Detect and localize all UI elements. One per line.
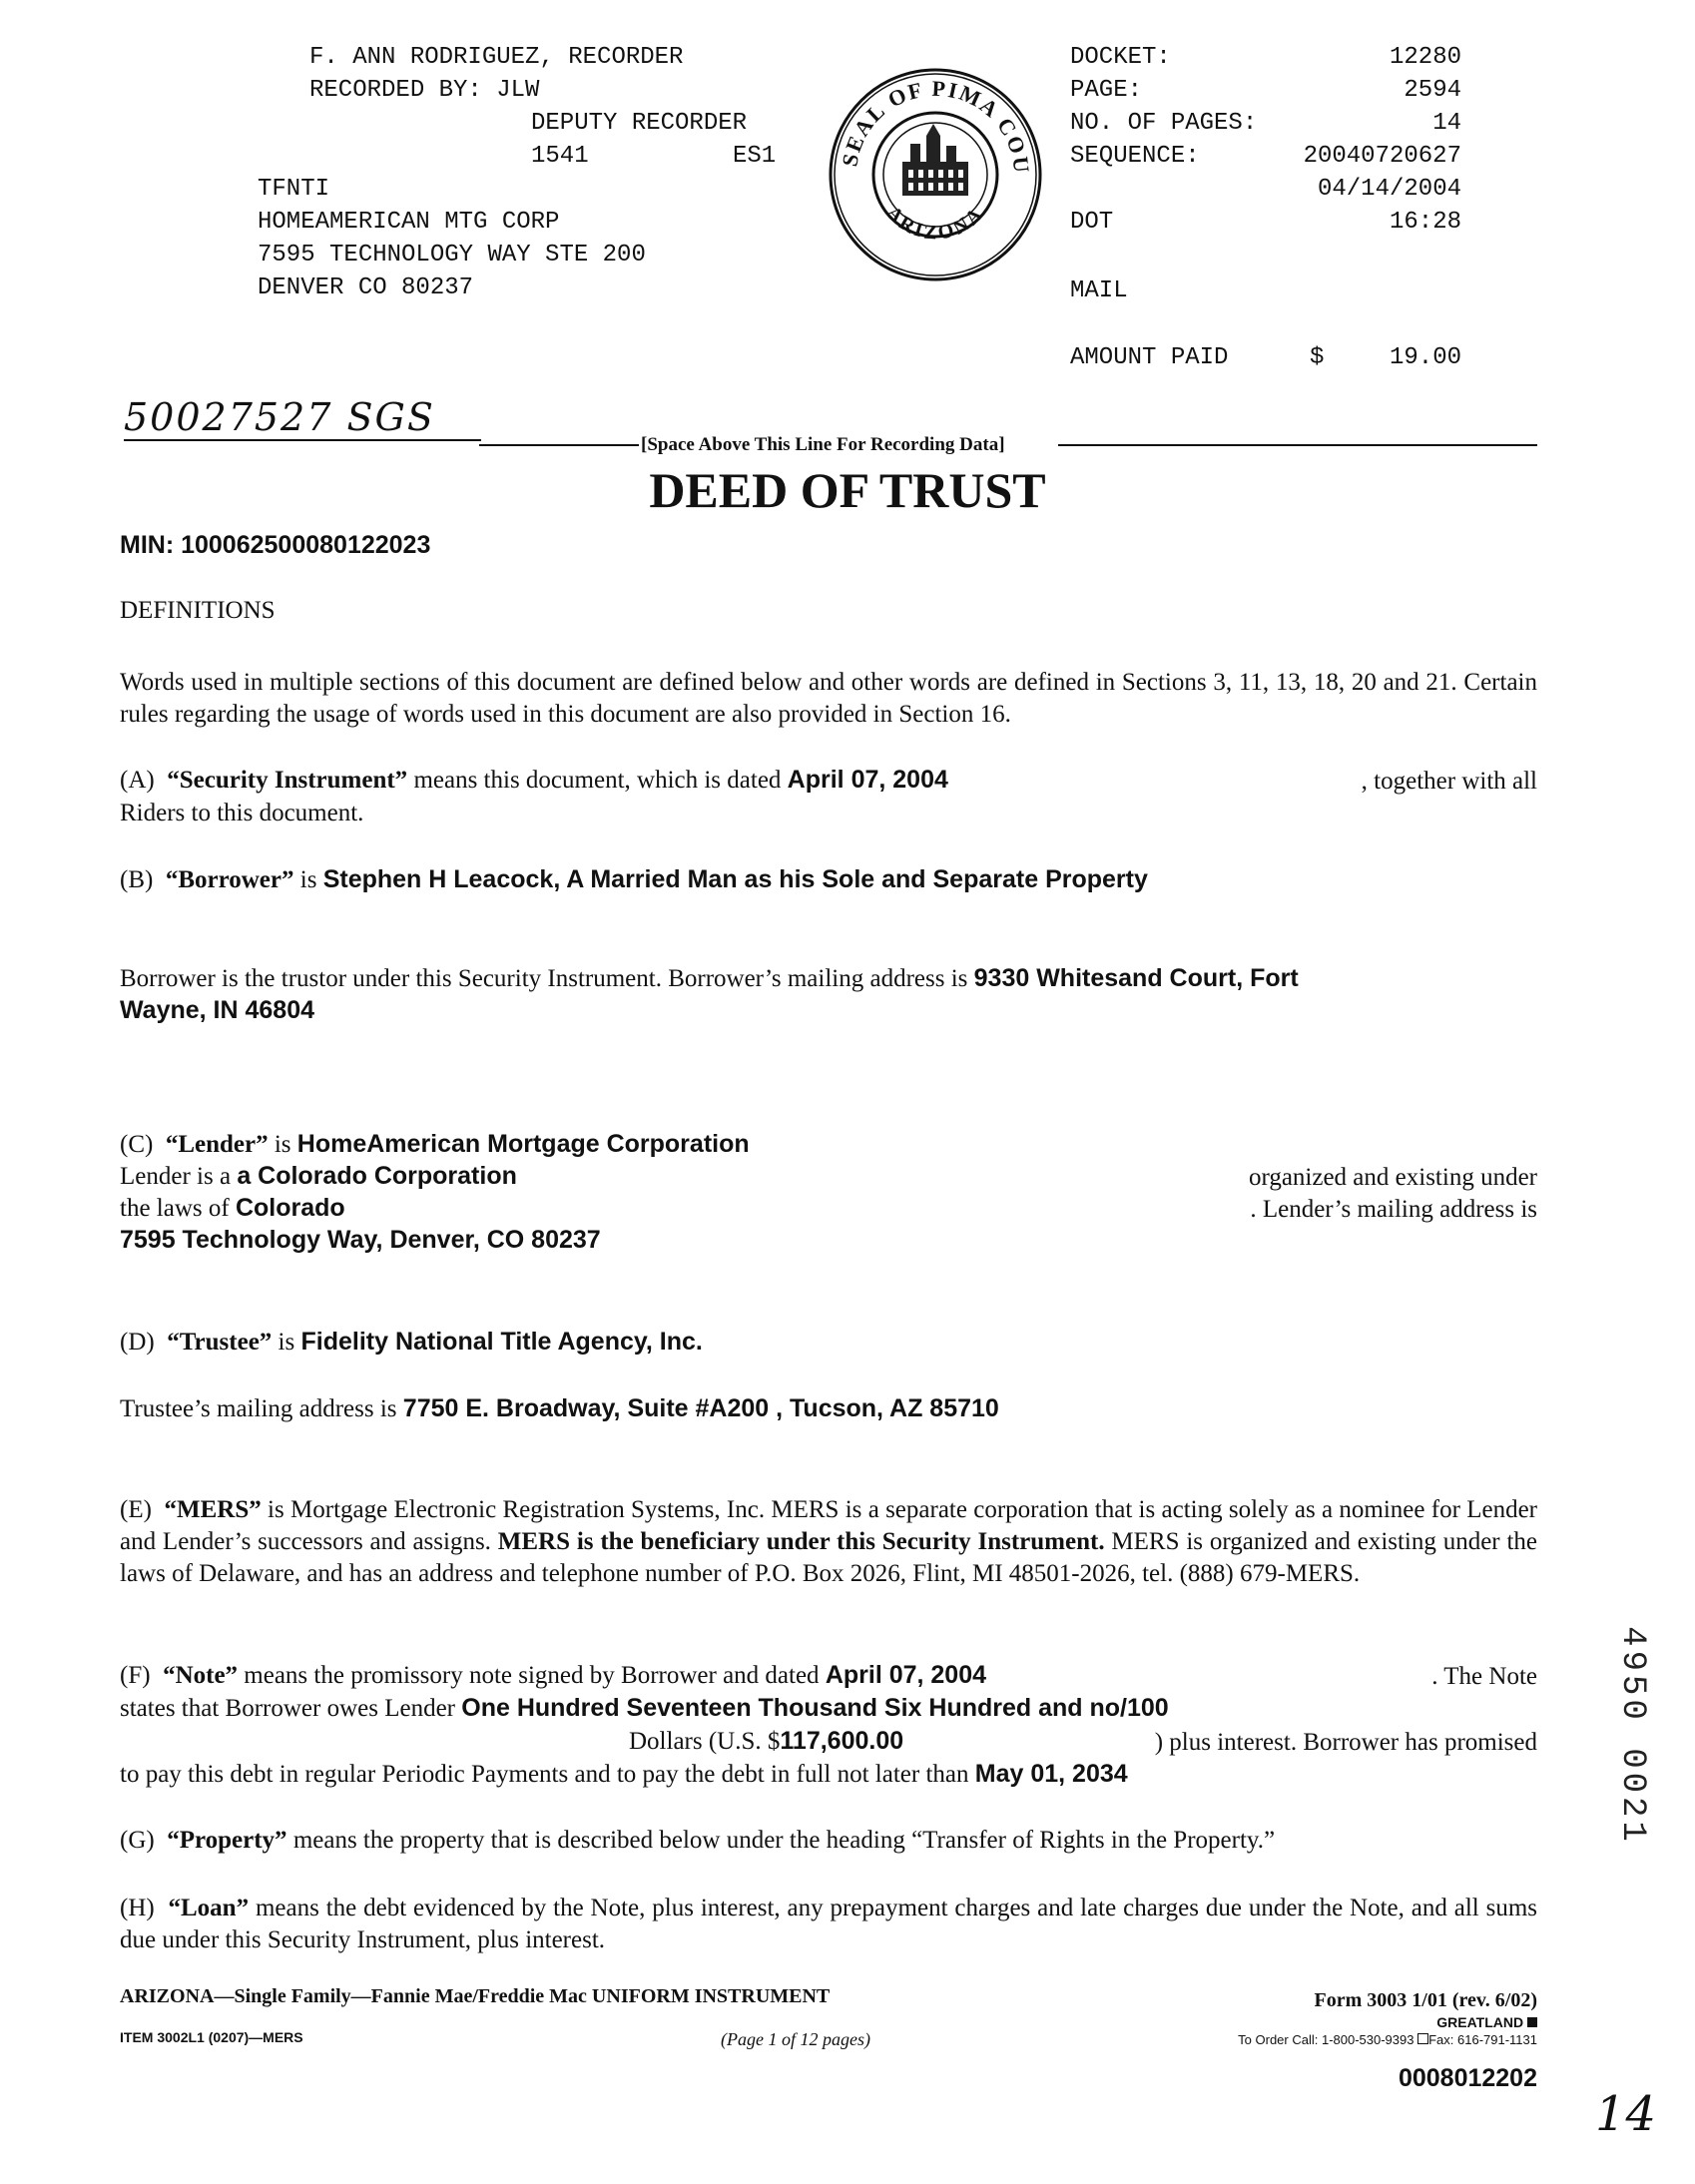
footer-form: Form 3003 1/01 (rev. 6/02): [1314, 1989, 1537, 2011]
recorder-code-2: ES1: [733, 143, 777, 170]
lender-state: Colorado: [235, 1194, 345, 1222]
section-h-paragraph: [120, 1893, 1537, 1956]
definitions-heading: DEFINITIONS: [120, 597, 276, 624]
section-f-line-1: [120, 1661, 986, 1690]
trustee-mailing-line: [120, 1394, 999, 1423]
docket-value: 12280: [1389, 44, 1461, 71]
trustee-address: 7750 E. Broadway, Suite #A200 , Tucson, AZ 85710: [402, 1394, 999, 1422]
owes-text: states that Borrower owes Lender: [120, 1695, 455, 1722]
borrower-address-1: 9330 Whitesand Court, Fort: [973, 964, 1299, 992]
section-f-line-2: [120, 1694, 1169, 1723]
laws-of-text: the laws of: [120, 1195, 230, 1222]
seal-bottom-text: ARIZONA: [881, 202, 989, 245]
return-to-line-4: DENVER CO 80237: [258, 274, 474, 301]
trustee-mailing-text: Trustee’s mailing address is: [120, 1395, 397, 1422]
space-above-line-label: [Space Above This Line For Recording Data]: [641, 434, 1005, 455]
side-stamp: 4950 0021: [1612, 1626, 1651, 1846]
section-a-tail: , together with all: [1361, 768, 1537, 795]
section-e-paragraph: [120, 1494, 1537, 1590]
deputy-recorder: DEPUTY RECORDER: [531, 110, 748, 137]
dollars-text: Dollars (U.S. $: [629, 1728, 781, 1755]
definitions-intro: Words used in multiple sections of this document are defined below and other words are defined in Sections 3, 11, 13, 18, 20 and 21. Certain rules regarding the usage of words used in this document are also provided in Section 16.: [120, 669, 1537, 728]
section-b-term: “Borrower”: [165, 866, 294, 893]
section-f-letter: (F): [120, 1662, 151, 1689]
borrower-mailing-line: [120, 964, 1299, 993]
pages-label: NO. OF PAGES:: [1070, 110, 1258, 137]
recording-rule-right: [1058, 444, 1537, 446]
section-f-text: means the promissory note signed by Borrower and dated: [244, 1662, 820, 1689]
recording-time: 16:28: [1389, 209, 1461, 236]
section-e-text-2: MERS is organized and existing under the laws of Delaware, and has an address and telephone number of P.O. Box 2026, Flint, MI 48501-2026, tel. (888) 679-MERS.: [120, 1528, 1538, 1587]
document-title: DEED OF TRUST: [649, 462, 1046, 518]
sequence-value: 20040720627: [1303, 143, 1461, 170]
section-a-text: means this document, which is dated: [413, 767, 782, 794]
section-b-line: [120, 865, 1148, 894]
sequence-label: SEQUENCE:: [1070, 143, 1200, 170]
svg-text:ARIZONA: [882, 202, 989, 244]
seal-top-text: SEAL OF PIMA COU: [837, 75, 1035, 176]
greatland-text: GREATLAND: [1436, 2014, 1524, 2030]
recorded-by: RECORDED BY: JLW: [309, 77, 540, 104]
footer-greatland: [1238, 2014, 1537, 2030]
lender-entity-line: [120, 1162, 517, 1191]
pay-text: to pay this debt in regular Periodic Payments and to pay the debt in full not later than: [120, 1761, 969, 1788]
section-h-term: “Loan”: [168, 1895, 250, 1921]
section-e-letter: (E): [120, 1496, 152, 1523]
lender-laws-line: [120, 1194, 345, 1223]
the-note-text: . The Note: [1431, 1663, 1537, 1690]
dot-label: DOT: [1070, 209, 1114, 236]
section-a-line-2: Riders to this document.: [120, 800, 364, 826]
return-to-line-2: HOMEAMERICAN MTG CORP: [258, 209, 560, 236]
page-value: 2594: [1404, 77, 1461, 104]
maturity-date: May 01, 2034: [974, 1760, 1128, 1788]
section-b-is: is: [299, 866, 317, 893]
loan-amount-words: One Hundred Seventeen Thousand Six Hundred and no/100: [461, 1694, 1169, 1722]
footer-instrument: ARIZONA—Single Family—Fannie Mae/Freddie Mac UNIFORM INSTRUMENT: [120, 1985, 831, 2007]
lender-mailing-text: . Lender’s mailing address is: [1250, 1196, 1537, 1223]
lender-name: HomeAmerican Mortgage Corporation: [296, 1130, 750, 1158]
min-number: MIN: 100062500080122023: [120, 531, 431, 559]
section-a-line: [120, 766, 948, 795]
section-a-term: “Security Instrument”: [167, 767, 408, 794]
section-e-text-1: is Mortgage Electronic Registration Systems, Inc. MERS is a separate corporation that is acting solely as a nominee for Lender and Lender’s successors and assigns.: [120, 1496, 1538, 1555]
mail-label: MAIL: [1070, 277, 1128, 304]
section-b-letter: (B): [120, 866, 154, 893]
section-d-letter: (D): [120, 1329, 155, 1356]
footer-loan-number: 0008012202: [1398, 2064, 1537, 2092]
greatland-square-icon: [1527, 2017, 1537, 2027]
borrower-mailing-text: Borrower is the trustor under this Security Instrument. Borrower’s mailing address is: [120, 965, 968, 992]
section-h-text: means the debt evidenced by the Note, plus interest, any prepayment charges and late charges due under the Note, and all sums due under this Security Instrument, plus interest.: [120, 1895, 1538, 1953]
docket-label: DOCKET:: [1070, 44, 1171, 71]
amount-paid-value: 19.00: [1389, 344, 1461, 371]
borrower-name: Stephen H Leacock, A Married Man as his Sole and Separate Property: [322, 865, 1148, 893]
margin-page-mark: 14: [1595, 2086, 1657, 2142]
organized-text: organized and existing under: [1248, 1164, 1537, 1191]
section-d-is: is: [278, 1329, 295, 1356]
amount-currency: $: [1310, 344, 1325, 371]
section-g-letter: (G): [120, 1827, 155, 1854]
footer-fax: Fax: 616-791-1131: [1428, 2032, 1537, 2047]
loan-amount: 117,600.00: [780, 1727, 904, 1755]
footer-item: ITEM 3002L1 (0207)—MERS: [120, 2029, 303, 2045]
section-e-term: “MERS”: [164, 1496, 262, 1523]
county-seal: [827, 66, 1044, 283]
handwritten-underline: [124, 439, 481, 441]
section-f-line-3: [629, 1727, 903, 1756]
lender-address: 7595 Technology Way, Denver, CO 80237: [120, 1226, 601, 1254]
footer-order-call: To Order Call: 1-800-530-9393: [1238, 2032, 1414, 2047]
section-f-term: “Note”: [163, 1662, 239, 1689]
footer-order-line: [1098, 2032, 1537, 2047]
recording-date: 04/14/2004: [1317, 176, 1461, 203]
recorder-code-1: 1541: [531, 143, 589, 170]
footer-page-number: (Page 1 of 12 pages): [721, 2029, 870, 2049]
note-date: April 07, 2004: [825, 1661, 987, 1689]
trustee-name: Fidelity National Title Agency, Inc.: [300, 1328, 703, 1356]
lender-entity-type: a Colorado Corporation: [237, 1162, 517, 1190]
return-to-line-1: TFNTI: [258, 176, 330, 203]
section-g-term: “Property”: [167, 1827, 287, 1854]
plus-interest-text: ) plus interest. Borrower has promised: [1154, 1729, 1537, 1756]
security-instrument-date: April 07, 2004: [787, 766, 948, 794]
section-c-is: is: [274, 1131, 291, 1158]
section-e-bold: MERS is the beneficiary under this Security Instrument.: [497, 1528, 1105, 1555]
borrower-address-2: Wayne, IN 46804: [120, 996, 315, 1024]
section-g-text: means the property that is described below under the heading “Transfer of Rights in the Property.”: [292, 1827, 1276, 1854]
amount-paid-label: AMOUNT PAID: [1070, 344, 1229, 371]
handwritten-reference: 50027527 SGS: [124, 395, 435, 439]
section-c-letter: (C): [120, 1131, 154, 1158]
fax-checkbox-icon: [1417, 2033, 1428, 2044]
recording-rule-left: [479, 444, 639, 446]
section-c-line: [120, 1130, 750, 1159]
section-a-letter: (A): [120, 767, 155, 794]
recorder-name: F. ANN RODRIGUEZ, RECORDER: [309, 44, 684, 71]
section-h-letter: (H): [120, 1895, 155, 1921]
section-g-line: [120, 1827, 1275, 1855]
section-f-line-4: [120, 1760, 1128, 1789]
pages-value: 14: [1432, 110, 1461, 137]
lender-is-text: Lender is a: [120, 1163, 232, 1190]
section-d-line: [120, 1328, 703, 1357]
return-to-line-3: 7595 TECHNOLOGY WAY STE 200: [258, 242, 646, 269]
page-label: PAGE:: [1070, 77, 1143, 104]
section-c-term: “Lender”: [165, 1131, 269, 1158]
section-d-term: “Trustee”: [167, 1329, 273, 1356]
